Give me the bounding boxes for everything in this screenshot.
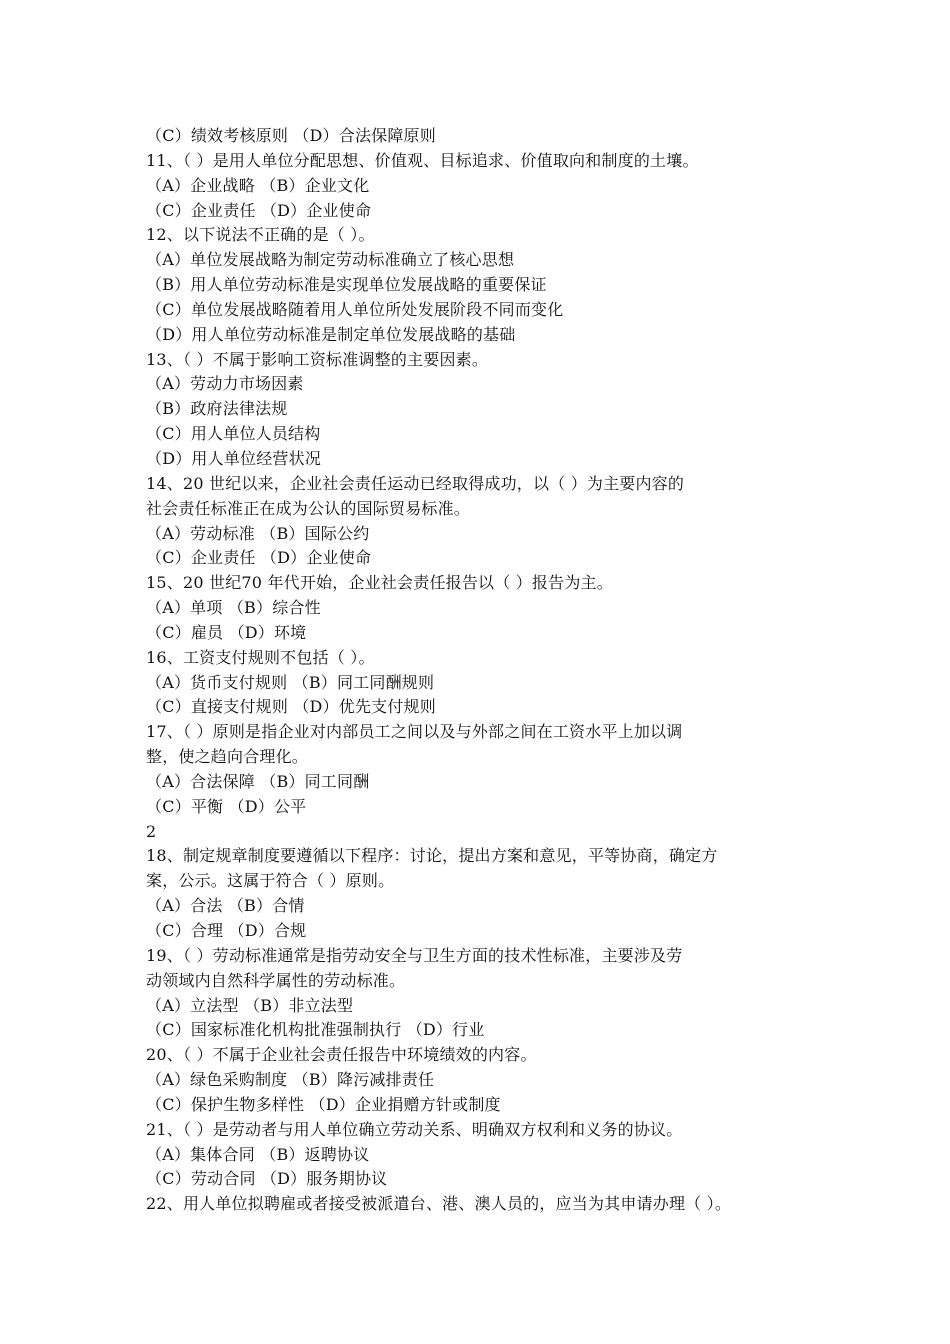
option-line: （A）立法型 （B）非立法型 [146, 995, 354, 1015]
document-page [146, 124, 846, 1217]
option-line: （A）绿色采购制度 （B）降污减排责任 [146, 1070, 435, 1090]
question-18-cont: 案，公示。这属于符合（ ）原则。 [146, 871, 395, 891]
question-19-cont: 动领域内自然科学属性的劳动标准。 [146, 970, 406, 990]
question-22: 22、用人单位拟聘雇或者接受被派遣台、港、澳人员的，应当为其申请办理（ ）。 [146, 1194, 732, 1214]
option-line: （A）企业战略 （B）企业文化 [146, 175, 370, 195]
question-21: 21、（ ）是劳动者与用人单位确立劳动关系、明确双方权利和义务的协议。 [146, 1119, 683, 1139]
question-13: 13、（ ）不属于影响工资标准调整的主要因素。 [146, 349, 489, 369]
question-11: 11、（ ）是用人单位分配思想、价值观、目标追求、价值取向和制度的土壤。 [146, 150, 699, 170]
option-line: （D）用人单位经营状况 [146, 448, 322, 468]
option-line: （C）国家标准化机构批准强制执行 （D）行业 [146, 1020, 485, 1040]
question-16: 16、工资支付规则不包括（ ）。 [146, 647, 375, 667]
option-line: （A）劳动力市场因素 [146, 374, 304, 394]
option-line: （D）用人单位劳动标准是制定单位发展战略的基础 [146, 324, 516, 344]
option-line: （A）货币支付规则 （B）同工同酬规则 [146, 672, 435, 692]
option-line: （C）企业责任 （D）企业使命 [146, 200, 372, 220]
option-line: （A）单项 （B）综合性 [146, 598, 321, 618]
option-line: （C）单位发展战略随着用人单位所处发展阶段不同而变化 [146, 299, 564, 319]
option-line: （C）平衡 （D）公平 [146, 796, 307, 816]
option-line: （C）合理 （D）合规 [146, 921, 307, 940]
question-17-cont: 整，使之趋向合理化。 [146, 747, 309, 767]
text-line: （C）绩效考核原则 （D）合法保障原则 [146, 126, 436, 145]
option-line: （C）用人单位人员结构 [146, 424, 321, 444]
question-18: 18、制定规章制度要遵循以下程序：讨论，提出方案和意见，平等协商，确定方 [146, 846, 718, 866]
option-line: （C）直接支付规则 （D）优先支付规则 [146, 697, 436, 717]
option-line: （C）雇员 （D）环境 [146, 622, 307, 642]
option-line: （C）保护生物多样性 （D）企业捐赠方针或制度 [146, 1094, 501, 1114]
question-15: 15、20 世纪70 年代开始，企业社会责任报告以（ ）报告为主。 [146, 573, 613, 593]
option-line: （A）合法 （B）合情 [146, 896, 305, 916]
option-line: （A）劳动标准 （B）国际公约 [146, 523, 370, 543]
option-line: （A）合法保障 （B）同工同酬 [146, 771, 370, 791]
question-12: 12、以下说法不正确的是（ ）。 [146, 225, 375, 245]
option-line: （B）政府法律法规 [146, 399, 288, 419]
question-20: 20、（ ）不属于企业社会责任报告中环境绩效的内容。 [146, 1045, 537, 1065]
question-14: 14、20 世纪以来，企业社会责任运动已经取得成功，以（ ）为主要内容的 [146, 473, 685, 493]
option-line: （A）集体合同 （B）返聘协议 [146, 1144, 370, 1164]
question-17: 17、（ ）原则是指企业对内部员工之间以及与外部之间在工资水平上加以调 [146, 722, 683, 742]
page-number: 2 [146, 821, 157, 841]
option-line: （C）企业责任 （D）企业使命 [146, 548, 372, 568]
option-line: （C）劳动合同 （D）服务期协议 [146, 1169, 388, 1189]
question-14-cont: 社会责任标准正在成为公认的国际贸易标准。 [146, 498, 471, 518]
question-19: 19、（ ）劳动标准通常是指劳动安全与卫生方面的技术性标准，主要涉及劳 [146, 945, 683, 965]
option-line: （A）单位发展战略为制定劳动标准确立了核心思想 [146, 250, 515, 270]
option-line: （B）用人单位劳动标准是实现单位发展战略的重要保证 [146, 275, 547, 295]
